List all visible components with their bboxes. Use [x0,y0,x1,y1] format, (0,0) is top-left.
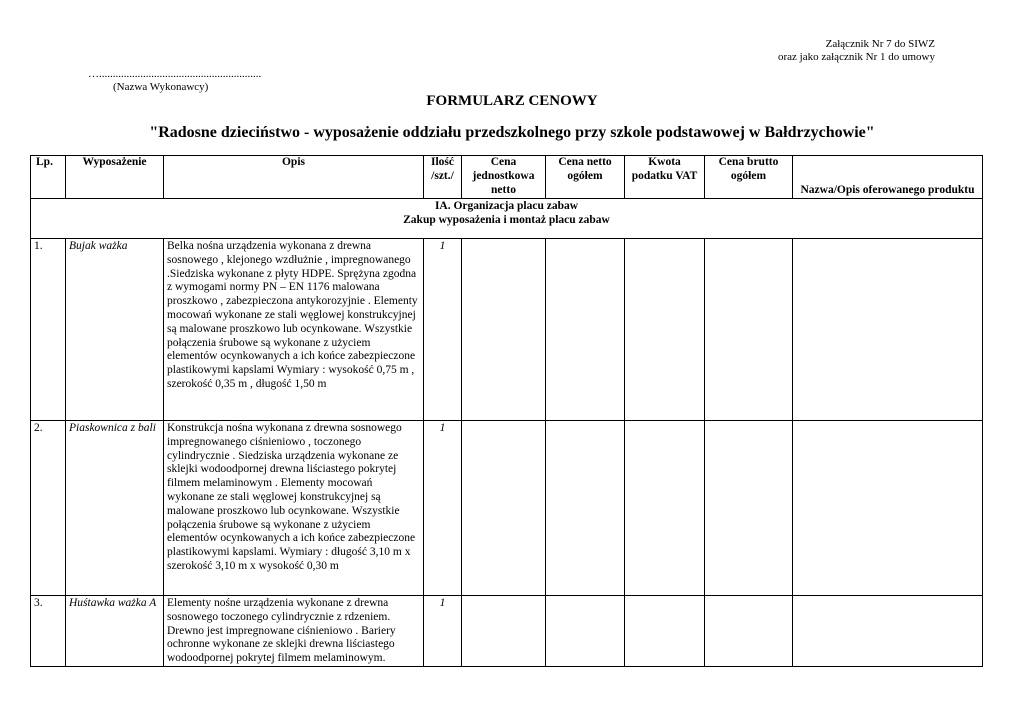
header-equipment: Wyposażenie [66,156,164,199]
contractor-dots: …........................................................... [88,68,262,80]
row-description: Konstrukcja nośna wykonana z drewna sosnowego impregnowanego ciśnieniowo , toczonego cylindrycznie . Siedziska urządzenia wykonane ze sklejki wodoodpornej drewna liściastego pokrytej filmem melaminowym . Elementy mocowań wykonane ze stali węglowej konstrukcyjnej są malowane proszkowo lub ocynkowane. Wszystkie połączenia śrubowe są wykonane z użyciem elementów ocynkowanych a ich końce zabezpieczone plastikowymi kapslami. Wymiary : długość 3,10 m x szerokość 3,10 m x wysokość 0,30 m [164,421,424,596]
row-equipment-name: Bujak ważka [66,239,164,421]
section-row [31,199,983,239]
row-unit-net-cell[interactable] [462,596,546,667]
row-qty: 1 [424,596,462,667]
row-equipment-name: Piaskownica z bali [66,421,164,596]
annex-note [778,38,935,64]
header-total-net: Cena netto ogółem [546,156,625,199]
header-unit-net: Cena jednostkowa netto [462,156,546,199]
section-heading-line-1: IA. Organizacja placu zabaw [434,200,579,212]
contractor-block [88,68,261,94]
row-total-gross-cell[interactable] [705,421,793,596]
row-offered-product-cell[interactable] [793,239,983,421]
row-description: Belka nośna urządzenia wykonana z drewna sosnowego , klejonego wzdłużnie , impregnowanego .Siedziska wykonane z płyty HDPE. Sprężyna zgodna z wymogami normy PN – EN 1176 malowana proszkowo , zabezpieczona antykorozyjnie . Elementy mocowań wykonane ze stali węglowej konstrukcyjnej są malowane proszkowo lub ocynkowane. Wszystkie połączenia śrubowe są wykonane z użyciem elementów ocynkowanych a ich końce zabezpieczone plastikowymi kapslami Wymiary : wysokość 0,75 m , szerokość 0,35 m , długość 1,50 m [164,239,424,421]
row-vat-cell[interactable] [625,239,705,421]
contractor-label: (Nazwa Wykonawcy) [113,81,209,93]
row-unit-net-cell[interactable] [462,239,546,421]
row-lp: 3. [31,596,66,667]
section-heading [31,199,983,239]
table-row [31,239,983,421]
header-qty: Ilość /szt./ [424,156,462,199]
row-lp: 1. [31,239,66,421]
row-offered-product-cell[interactable] [793,596,983,667]
row-lp: 2. [31,421,66,596]
form-title: FORMULARZ CENOWY [426,93,598,109]
row-total-gross-cell[interactable] [705,239,793,421]
row-description: Elementy nośne urządzenia wykonane z drewna sosnowego toczonego cylindrycznie z rdzeniem. Drewno jest impregnowane ciśnieniowo . Bariery ochronne wykonane ze sklejki drewna liściastego wodoodpornej pokrytej filmem melaminowym. [164,596,424,667]
table-row [31,596,983,667]
header-offered-product: Nazwa/Opis oferowanego produktu [793,156,983,199]
header-total-gross: Cena brutto ogółem [705,156,793,199]
row-equipment-name: Huśtawka ważka A [66,596,164,667]
row-unit-net-cell[interactable] [462,421,546,596]
project-title: "Radosne dzieciństwo - wyposażenie oddziału przedszkolnego przy szkole podstawowej w Bałdrzychowie" [149,124,875,141]
price-table [30,155,983,667]
row-vat-cell[interactable] [625,596,705,667]
row-vat-cell[interactable] [625,421,705,596]
row-total-net-cell[interactable] [546,421,625,596]
row-qty: 1 [424,421,462,596]
header-lp: Lp. [31,156,66,199]
table-header-row [31,156,983,199]
row-total-net-cell[interactable] [546,239,625,421]
header-description: Opis [164,156,424,199]
header-vat: Kwota podatku VAT [625,156,705,199]
row-qty: 1 [424,239,462,421]
section-heading-line-2: Zakup wyposażenia i montaż placu zabaw [403,213,610,226]
row-total-net-cell[interactable] [546,596,625,667]
annex-line-1: Załącznik Nr 7 do SIWZ [825,38,935,50]
row-offered-product-cell[interactable] [793,421,983,596]
row-total-gross-cell[interactable] [705,596,793,667]
table-row [31,421,983,596]
annex-line-2: oraz jako załącznik Nr 1 do umowy [778,51,935,63]
